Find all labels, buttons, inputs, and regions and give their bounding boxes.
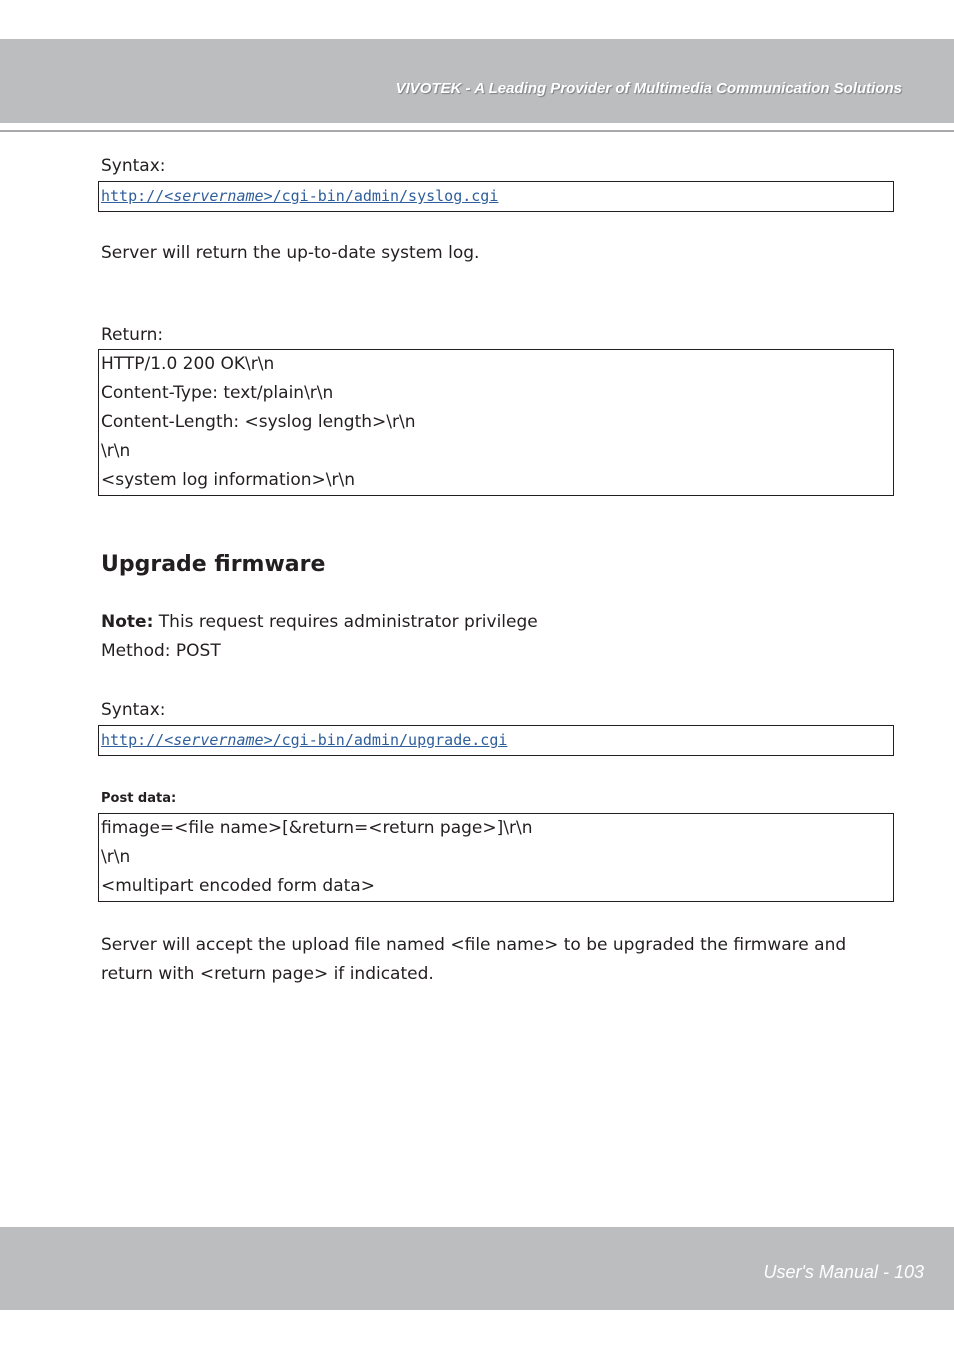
post-line: \r\n — [101, 847, 131, 867]
return-line: Content-Length: <syslog length>\r\n — [101, 412, 416, 432]
upgrade-description-line: return with <return page> if indicated. — [101, 964, 434, 984]
url-variable: servername — [173, 187, 264, 205]
syslog-description: Server will return the up-to-date system log. — [101, 243, 480, 263]
upgrade-method: Method: POST — [101, 641, 221, 661]
upgrade-note — [101, 608, 896, 637]
upgrade-description-line: Server will accept the upload file named <file name> to be upgraded the firmware and — [101, 935, 847, 955]
section-title-upgrade-firmware: Upgrade firmware — [101, 552, 326, 577]
url-prefix: http://< — [101, 187, 174, 205]
post-line: fimage=<file name>[&return=<return page>]\r\n — [101, 818, 533, 838]
upgrade-syntax-label: Syntax: — [101, 700, 166, 720]
post-data-box — [98, 813, 894, 902]
note-label: Note: — [101, 612, 154, 632]
syslog-syntax-box — [98, 181, 894, 212]
return-line: HTTP/1.0 200 OK\r\n — [101, 354, 275, 374]
url-variable: servername — [173, 731, 264, 749]
syslog-return-box — [98, 349, 894, 496]
return-line: <system log information>\r\n — [101, 470, 356, 490]
url-suffix: >/cgi-bin/admin/syslog.cgi — [263, 187, 499, 205]
return-line: Content-Type: text/plain\r\n — [101, 383, 334, 403]
page-content — [101, 154, 896, 989]
url-prefix: http://< — [101, 731, 174, 749]
syslog-return-label: Return: — [101, 325, 164, 345]
header-divider — [0, 130, 954, 132]
syslog-syntax-label: Syntax: — [101, 156, 166, 176]
post-line: <multipart encoded form data> — [101, 876, 375, 896]
page-number: User's Manual - 103 — [763, 1262, 924, 1282]
header-tagline: VIVOTEK - A Leading Provider of Multimedia Communication Solutions — [395, 80, 902, 97]
upgrade-url-link[interactable] — [101, 731, 507, 749]
note-text: This request requires administrator privilege — [153, 612, 538, 632]
url-suffix: >/cgi-bin/admin/upgrade.cgi — [263, 731, 508, 749]
upgrade-syntax-box — [98, 725, 894, 756]
syslog-url-link[interactable] — [101, 187, 498, 205]
post-data-label: Post data: — [101, 791, 177, 806]
return-line: \r\n — [101, 441, 131, 461]
